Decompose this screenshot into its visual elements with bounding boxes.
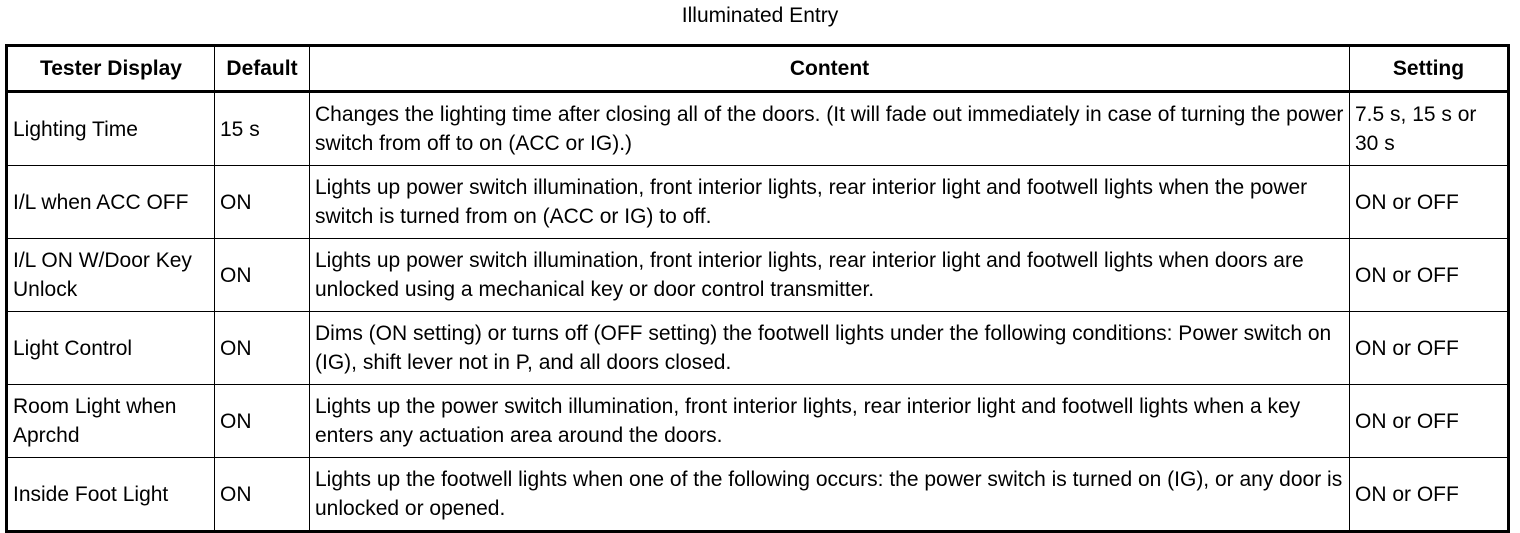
cell-setting: ON or OFF xyxy=(1350,385,1509,458)
table-row xyxy=(7,458,1509,532)
cell-setting: 7.5 s, 15 s or 30 s xyxy=(1350,92,1509,166)
cell-content: Lights up power switch illumination, front interior lights, rear interior light and footwell lights when doors are unlocked using a mechanical key or door control transmitter. xyxy=(310,239,1350,312)
cell-setting: ON or OFF xyxy=(1350,458,1509,532)
cell-setting: ON or OFF xyxy=(1350,166,1509,239)
cell-tester-display: Light Control xyxy=(7,312,215,385)
cell-default: ON xyxy=(215,166,310,239)
header-content: Content xyxy=(310,46,1350,92)
table-header-row xyxy=(7,46,1509,92)
cell-tester-display: Room Light when Aprchd xyxy=(7,385,215,458)
cell-setting: ON or OFF xyxy=(1350,312,1509,385)
page-title: Illuminated Entry xyxy=(681,4,839,27)
cell-content: Lights up the footwell lights when one of the following occurs: the power switch is turned on (IG), or any door is unlocked or opened. xyxy=(310,458,1350,532)
settings-table xyxy=(5,44,1510,533)
table-row xyxy=(7,312,1509,385)
cell-tester-display: I/L ON W/Door Key Unlock xyxy=(7,239,215,312)
cell-default: ON xyxy=(215,385,310,458)
cell-default: ON xyxy=(215,312,310,385)
cell-tester-display: Inside Foot Light xyxy=(7,458,215,532)
cell-content: Lights up the power switch illumination, front interior lights, rear interior light and footwell lights when a key enters any actuation area around the doors. xyxy=(310,385,1350,458)
header-setting: Setting xyxy=(1350,46,1509,92)
cell-tester-display: Lighting Time xyxy=(7,92,215,166)
table-row xyxy=(7,92,1509,166)
table-row xyxy=(7,239,1509,312)
header-tester-display: Tester Display xyxy=(7,46,215,92)
cell-tester-display: I/L when ACC OFF xyxy=(7,166,215,239)
cell-content: Lights up power switch illumination, front interior lights, rear interior light and footwell lights when the power switch is turned from on (ACC or IG) to off. xyxy=(310,166,1350,239)
table-row xyxy=(7,166,1509,239)
cell-default: ON xyxy=(215,458,310,532)
header-default: Default xyxy=(215,46,310,92)
cell-setting: ON or OFF xyxy=(1350,239,1509,312)
cell-content: Dims (ON setting) or turns off (OFF setting) the footwell lights under the following conditions: Power switch on (IG), shift lever not in P, and all doors closed. xyxy=(310,312,1350,385)
cell-content: Changes the lighting time after closing all of the doors. (It will fade out immediately in case of turning the power switch from off to on (ACC or IG).) xyxy=(310,92,1350,166)
table-row xyxy=(7,385,1509,458)
cell-default: ON xyxy=(215,239,310,312)
cell-default: 15 s xyxy=(215,92,310,166)
